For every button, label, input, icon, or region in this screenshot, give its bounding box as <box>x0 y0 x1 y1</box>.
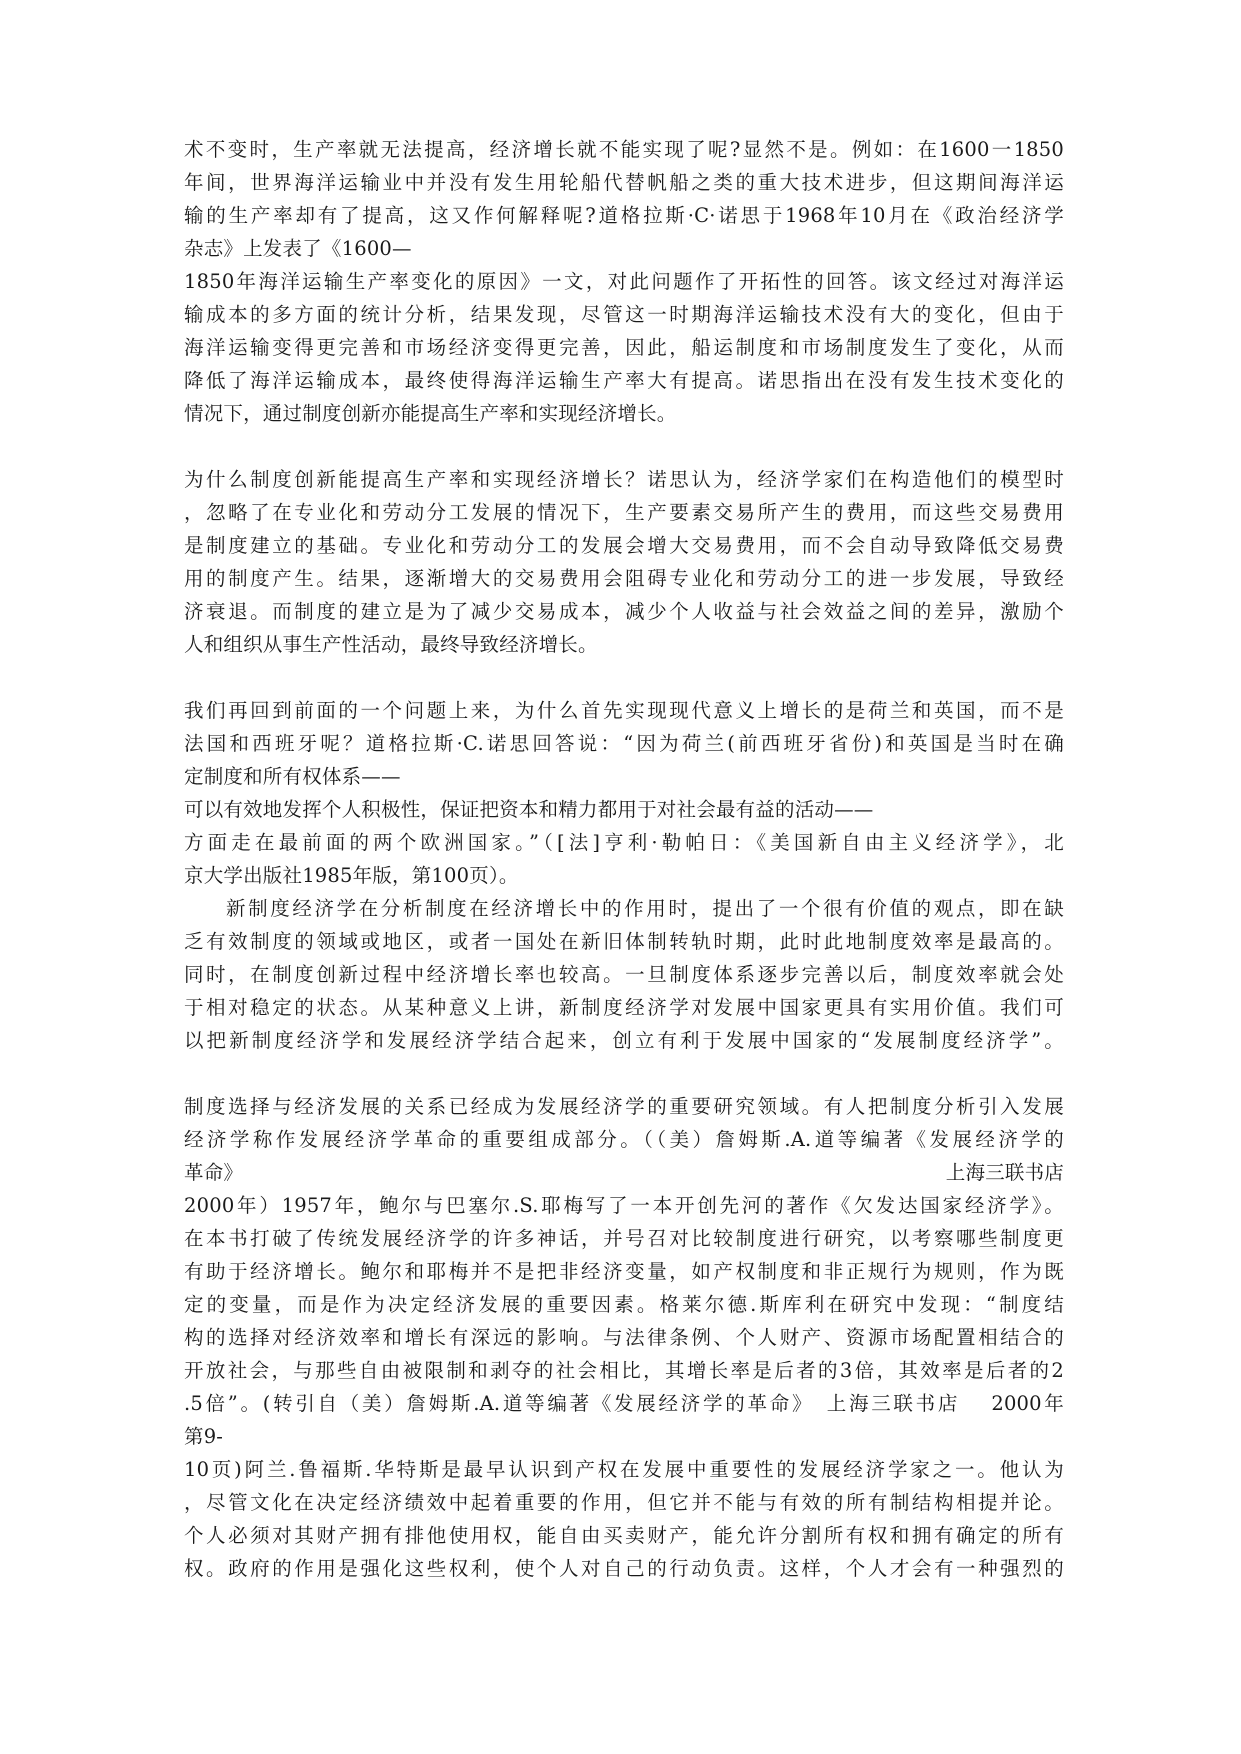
text-line: 革命》 <box>184 1161 244 1184</box>
text-line: 输成本的多方面的统计分析，结果发现，尽管这一时期海洋运输技术没有大的变化，但由于 <box>184 303 1064 326</box>
text-line: 制度选择与经济发展的关系已经成为发展经济学的重要研究领域。有人把制度分析引入发展 <box>184 1095 1064 1118</box>
text-line: 杂志》上发表了《1600— <box>184 237 412 260</box>
text-line: 2000年）1957年，鲍尔与巴塞尔.S.耶梅写了一本开创先河的著作《欠发达国家经济学》。 <box>184 1194 1064 1217</box>
text-line: ，忽略了在专业化和劳动分工发展的情况下，生产要素交易所产生的费用，而这些交易费用 <box>184 501 1064 524</box>
text-line: .5倍”。(转引自（美）詹姆斯.A.道等编著《发展经济学的革命》 上海三联书店 2000年 <box>184 1392 1064 1415</box>
text-line: 上海三联书店 <box>945 1161 1064 1184</box>
text-line: 乏有效制度的领域或地区，或者一国处在新旧体制转轨时期，此时此地制度效率是最高的。 <box>184 930 1064 953</box>
text-line: 10页)阿兰.鲁福斯.华特斯是最早认识到产权在发展中重要性的发展经济学家之一。他认为 <box>184 1458 1064 1481</box>
text-line: 情况下，通过制度创新亦能提高生产率和实现经济增长。 <box>184 402 677 425</box>
text-line: 是制度建立的基础。专业化和劳动分工的发展会增大交易费用，而不会自动导致降低交易费 <box>184 534 1064 557</box>
text-line: 定制度和所有权体系—— <box>184 765 401 788</box>
text-line: 输的生产率却有了提高，这又作何解释呢?道格拉斯·C·诺思于1968年10月在《政治经济学 <box>184 204 1064 227</box>
text-line: 构的选择对经济效率和增长有深远的影响。与法律条例、个人财产、资源市场配置相结合的 <box>184 1326 1064 1349</box>
text-line: 新制度经济学在分析制度在经济增长中的作用时，提出了一个很有价值的观点，即在缺 <box>226 897 1064 920</box>
text-line: 个人必须对其财产拥有排他使用权，能自由买卖财产，能允许分割所有权和拥有确定的所有 <box>184 1524 1064 1547</box>
text-line: 我们再回到前面的一个问题上来，为什么首先实现现代意义上增长的是荷兰和英国，而不是 <box>184 699 1064 722</box>
text-line: 海洋运输变得更完善和市场经济变得更完善，因此，船运制度和市场制度发生了变化，从而 <box>184 336 1064 359</box>
text-line: 京大学出版社1985年版，第100页）。 <box>184 864 519 887</box>
text-line: 为什么制度创新能提高生产率和实现经济增长？诺思认为，经济学家们在构造他们的模型时 <box>184 468 1064 491</box>
text-line: 有助于经济增长。鲍尔和耶梅并不是把非经济变量，如产权制度和非正规行为规则，作为既 <box>184 1260 1064 1283</box>
text-line: 于相对稳定的状态。从某种意义上讲，新制度经济学对发展中国家更具有实用价值。我们可 <box>184 996 1064 1019</box>
text-line: 经济学称作发展经济学革命的重要组成部分。（（美）詹姆斯.A.道等编著《发展经济学的 <box>184 1128 1064 1151</box>
text-line: 法国和西班牙呢？道格拉斯·C.诺思回答说：“因为荷兰(前西班牙省份)和英国是当时在确 <box>184 732 1064 755</box>
text-line: 济衰退。而制度的建立是为了减少交易成本，减少个人收益与社会效益之间的差异，激励个 <box>184 600 1064 623</box>
text-line: 以把新制度经济学和发展经济学结合起来，创立有利于发展中国家的“发展制度经济学”。 <box>184 1029 1064 1052</box>
text-line: 同时，在制度创新过程中经济增长率也较高。一旦制度体系逐步完善以后，制度效率就会处 <box>184 963 1064 986</box>
text-line: 降低了海洋运输成本，最终使得海洋运输生产率大有提高。诺思指出在没有发生技术变化的 <box>184 369 1064 392</box>
text-line: 人和组织从事生产性活动，最终导致经济增长。 <box>184 633 598 656</box>
text-line: 术不变时，生产率就无法提高，经济增长就不能实现了呢?显然不是。例如：在1600一1850 <box>184 138 1064 161</box>
text-line: 方面走在最前面的两个欧洲国家。”（[法]亨利·勒帕日：《美国新自由主义经济学》，北 <box>184 831 1064 854</box>
text-line: 用的制度产生。结果，逐渐增大的交易费用会阻碍专业化和劳动分工的进一步发展，导致经 <box>184 567 1064 590</box>
text-line: 开放社会，与那些自由被限制和剥夺的社会相比，其增长率是后者的3倍，其效率是后者的2 <box>184 1359 1064 1382</box>
text-line: 可以有效地发挥个人积极性，保证把资本和精力都用于对社会最有益的活动—— <box>184 798 874 821</box>
text-line: 定的变量，而是作为决定经济发展的重要因素。格莱尔德.斯库利在研究中发现：“制度结 <box>184 1293 1064 1316</box>
text-line: 第9- <box>184 1425 224 1448</box>
text-line: ，尽管文化在决定经济绩效中起着重要的作用，但它并不能与有效的所有制结构相提并论。 <box>184 1491 1064 1514</box>
text-line: 在本书打破了传统发展经济学的许多神话，并号召对比较制度进行研究，以考察哪些制度更 <box>184 1227 1064 1250</box>
text-line: 权。政府的作用是强化这些权利，使个人对自己的行动负责。这样，个人才会有一种强烈的 <box>184 1557 1064 1580</box>
text-line: 年间，世界海洋运输业中并没有发生用轮船代替帆船之类的重大技术进步，但这期间海洋运 <box>184 171 1064 194</box>
text-line: 1850年海洋运输生产率变化的原因》一文，对此问题作了开拓性的回答。该文经过对海洋运 <box>184 270 1064 293</box>
